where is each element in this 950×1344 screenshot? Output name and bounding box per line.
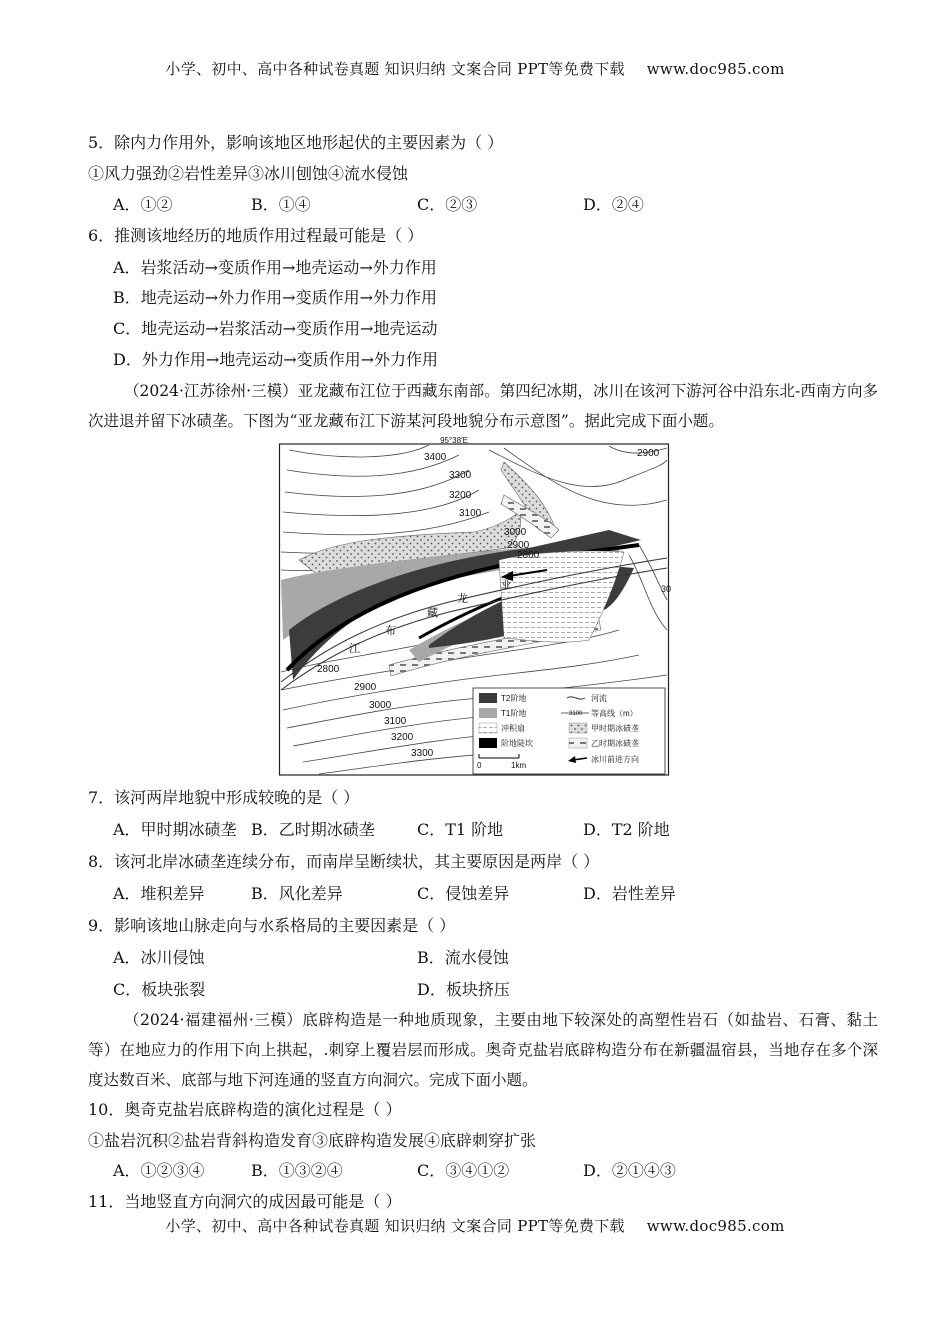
legend-glacier-arrow: 冰川前进方向	[591, 755, 639, 764]
page-header	[0, 58, 950, 79]
legend-t2-swatch	[479, 693, 497, 703]
legend-moraine-b: 乙时期冰碛垄	[591, 739, 639, 748]
scale-zero: 0	[477, 761, 482, 770]
landform-map	[279, 436, 671, 776]
contour-label-3300-s: 3300	[411, 748, 434, 759]
contour-label-3100: 3100	[459, 508, 482, 519]
q7-option-c[interactable]: C．T1 阶地	[417, 820, 504, 839]
map-legend	[473, 688, 665, 774]
contour-label-2900-s: 2900	[354, 682, 377, 693]
q7-option-d[interactable]: D．T2 阶地	[583, 820, 670, 839]
q7-stem: 7．该河两岸地貌中形成较晚的是（ ）	[88, 788, 360, 807]
q5-option-b[interactable]: B．①④	[251, 195, 311, 214]
q9-option-a[interactable]: A．冰川侵蚀	[113, 948, 205, 967]
header-text: 小学、初中、高中各种试卷真题 知识归纳 文案合同 PPT等免费下载	[165, 60, 625, 78]
q8-option-b[interactable]: B．风化差异	[251, 884, 343, 903]
q10-option-d[interactable]: D．②①④③	[583, 1161, 676, 1180]
legend-moraine-b-swatch	[569, 738, 587, 748]
legend-fan-swatch	[479, 723, 497, 733]
q7-option-a[interactable]: A．甲时期冰碛垄	[113, 820, 237, 839]
contour-label-3400: 3400	[424, 452, 447, 463]
q8-option-d[interactable]: D．岩性差异	[583, 884, 676, 903]
contour-label-3000: 3000	[504, 527, 527, 538]
q8-option-a[interactable]: A．堆积差异	[113, 884, 205, 903]
legend-moraine-a-swatch	[569, 723, 587, 733]
contour-label-3200-s: 3200	[391, 732, 414, 743]
q6-option-b[interactable]: B．地壳运动→外力作用→变质作用→外力作用	[113, 288, 437, 307]
river-char-1: 藏	[427, 607, 438, 619]
contour-label-3300: 3300	[449, 470, 472, 481]
legend-scarp: 阶地陡坎	[501, 739, 533, 748]
river-char-3: 亚	[501, 579, 512, 591]
contour-label-2800: 2800	[517, 550, 540, 561]
page-footer	[0, 1215, 950, 1236]
map-right-label: 30	[660, 584, 671, 594]
legend-moraine-a: 甲时期冰碛垄	[591, 724, 639, 733]
contour-label-2800-s: 2800	[317, 664, 340, 675]
map-top-label: 95°38′E	[440, 436, 468, 445]
q10-stem: 10．奥奇克盐岩底辟构造的演化过程是（ ）	[88, 1100, 402, 1119]
river-char-2: 龙	[457, 593, 468, 605]
q8-option-c[interactable]: C．侵蚀差异	[417, 884, 510, 903]
q5-option-c[interactable]: C．②③	[417, 195, 478, 214]
legend-scarp-swatch	[479, 738, 497, 748]
q10-option-a[interactable]: A．①②③④	[113, 1161, 205, 1180]
q5-option-d[interactable]: D．②④	[583, 195, 644, 214]
contour-label-2900-ne: 2900	[637, 448, 660, 459]
q10-items: ①盐岩沉积②盐岩背斜构造发育③底辟构造发展④底辟刺穿扩张	[88, 1131, 537, 1150]
q9-option-b[interactable]: B．流水侵蚀	[417, 948, 509, 967]
q9-option-c[interactable]: C．板块张裂	[113, 980, 206, 999]
q6-option-a[interactable]: A．岩浆活动→变质作用→地壳运动→外力作用	[113, 258, 437, 277]
legend-contour-sample: 3100	[569, 711, 583, 717]
q9-option-d[interactable]: D．板块挤压	[417, 980, 510, 999]
river-char-5: 江	[349, 643, 360, 655]
contour-label-3200: 3200	[449, 490, 472, 501]
q10-option-b[interactable]: B．①③②④	[251, 1161, 343, 1180]
q6-option-d[interactable]: D．外力作用→地壳运动→变质作用→外力作用	[113, 350, 439, 369]
contour-label-3100-s: 3100	[384, 716, 407, 727]
q7-option-b[interactable]: B．乙时期冰碛垄	[251, 820, 375, 839]
q6-stem: 6．推测该地经历的地质作用过程最可能是（ ）	[88, 226, 424, 245]
footer-text: 小学、初中、高中各种试卷真题 知识归纳 文案合同 PPT等免费下载	[165, 1217, 625, 1235]
contour-label-2900: 2900	[507, 540, 530, 551]
q5-stem: 5．除内力作用外，影响该地区地形起伏的主要因素为（ ）	[88, 133, 504, 152]
legend-contour: 等高线（m）	[591, 709, 638, 718]
q11-stem: 11．当地竖直方向洞穴的成因最可能是（ ）	[88, 1192, 402, 1211]
legend-t1-swatch	[479, 708, 497, 718]
passage-yalongzangbu: （2024·江苏徐州·三模）亚龙藏布江位于西藏东南部。第四纪冰期，冰川在该河下游河谷中沿东北-西南方向多次进退并留下冰碛垄。下图为“亚龙藏布江下游某河段地貌分布示意图”。据此完成下面小题。	[88, 382, 878, 430]
q9-stem: 9．影响该地山脉走向与水系格局的主要因素是（ ）	[88, 916, 456, 935]
legend-fan: 冲积扇	[501, 724, 525, 733]
q10-option-c[interactable]: C．③④①②	[417, 1161, 510, 1180]
legend-t2: T2阶地	[501, 694, 527, 703]
q5-items: ①风力强劲②岩性差异③冰川刨蚀④流水侵蚀	[88, 164, 409, 183]
footer-url[interactable]: www.doc985.com	[646, 1217, 785, 1235]
header-url[interactable]: www.doc985.com	[646, 60, 785, 78]
contour-label-3000-s: 3000	[369, 700, 392, 711]
q8-stem: 8．该河北岸冰碛垄连续分布，而南岸呈断续状，其主要原因是两岸（ ）	[88, 852, 600, 871]
scale-km: 1km	[511, 761, 527, 770]
legend-river: 河流	[591, 694, 607, 703]
legend-t1: T1阶地	[501, 709, 527, 718]
q5-option-a[interactable]: A．①②	[113, 195, 173, 214]
river-char-4: 布	[385, 625, 396, 637]
q6-option-c[interactable]: C．地壳运动→岩浆活动→变质作用→地壳运动	[113, 319, 438, 338]
passage-diapir: （2024·福建福州·三模）底辟构造是一种地质现象，主要由地下较深处的高塑性岩石（如盐岩、石膏、黏土等）在地应力的作用下向上拱起，.刺穿上覆岩层而形成。奥奇克盐岩底辟构造分布在新疆温宿县，当地存在多个深度达数百米、底部与地下河连通的竖直方向洞穴。完成下面小题。	[88, 1011, 878, 1089]
